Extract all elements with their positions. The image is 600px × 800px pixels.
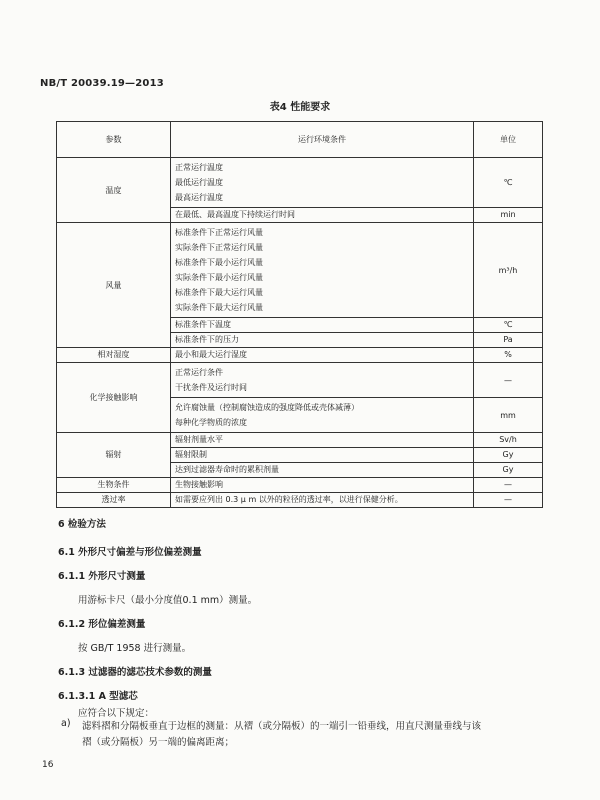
cond-text: 实际条件下最小运行风量	[175, 273, 263, 282]
param-biological: 生物条件	[57, 478, 171, 493]
cond-text: 干扰条件及运行时间	[175, 383, 247, 392]
section-heading-6-1-3: 6.1.3 过滤器的滤芯技术参数的测量	[58, 667, 212, 678]
cond-cell: 最小和最大运行湿度	[171, 348, 474, 363]
list-item-a-line2: 褶（或分隔板）另一端的偏离距离；	[82, 737, 235, 748]
unit-cell: Pa	[474, 333, 543, 348]
cond-text: 实际条件下最大运行风量	[175, 303, 263, 312]
section-heading-6-1-2: 6.1.2 形位偏差测量	[58, 619, 146, 630]
cond-text: 实际条件下正常运行风量	[175, 243, 263, 252]
unit-cell: ℃	[474, 318, 543, 333]
cond-cell: 如需要应列出 0.3 μ m 以外的粒径的透过率，以进行保健分析。	[171, 493, 474, 508]
param-airflow: 风量	[57, 223, 171, 348]
table-header-row	[57, 122, 543, 158]
unit-cell: Gy	[474, 448, 543, 463]
unit-cell: —	[474, 478, 543, 493]
cond-cell	[171, 363, 474, 398]
section-heading-6-1-1: 6.1.1 外形尺寸测量	[58, 571, 146, 582]
param-humidity: 相对湿度	[57, 348, 171, 363]
section-heading-6-1: 6.1 外形尺寸偏差与形位偏差测量	[58, 547, 202, 558]
document-id: NB/T 20039.19—2013	[40, 78, 164, 89]
cond-cell	[171, 223, 474, 318]
paragraph-6-1-1: 用游标卡尺（最小分度值0.1 mm）测量。	[78, 595, 258, 606]
cond-text: 标准条件下正常运行风量	[175, 228, 263, 237]
column-header-param: 参数	[57, 122, 171, 158]
cond-cell: 标准条件下温度	[171, 318, 474, 333]
unit-cell: ℃	[474, 158, 543, 208]
unit-cell: %	[474, 348, 543, 363]
cond-cell: 辐射剂量水平	[171, 433, 474, 448]
performance-table	[56, 121, 543, 508]
section-heading-6-1-3-1: 6.1.3.1 A 型滤芯	[58, 691, 138, 702]
unit-cell: —	[474, 363, 543, 398]
unit-cell: m³/h	[474, 223, 543, 318]
cond-cell: 在最低、最高温度下持续运行时间	[171, 208, 474, 223]
unit-cell: —	[474, 493, 543, 508]
table-row	[57, 363, 543, 398]
column-header-unit: 单位	[474, 122, 543, 158]
cond-text: 标准条件下最大运行风量	[175, 288, 263, 297]
cond-text: 标准条件下最小运行风量	[175, 258, 263, 267]
cond-cell	[171, 158, 474, 208]
cond-text: 正常运行温度	[175, 163, 223, 172]
cond-cell: 辐射限制	[171, 448, 474, 463]
paragraph-intro: 应符合以下规定：	[78, 708, 155, 719]
page-number: 16	[42, 760, 54, 770]
param-radiation: 辐射	[57, 433, 171, 478]
cond-text: 正常运行条件	[175, 368, 223, 377]
cond-text: 最低运行温度	[175, 178, 223, 187]
cond-cell: 生物接触影响	[171, 478, 474, 493]
section-heading-6: 6 检验方法	[58, 519, 106, 530]
cond-cell: 标准条件下的压力	[171, 333, 474, 348]
column-header-condition: 运行环境条件	[171, 122, 474, 158]
table-row	[57, 493, 543, 508]
cond-text: 允许腐蚀量（控制腐蚀造成的强度降低或壳体减薄）	[175, 403, 359, 412]
unit-cell: mm	[474, 398, 543, 433]
table-row	[57, 158, 543, 208]
unit-cell: min	[474, 208, 543, 223]
unit-cell: Sv/h	[474, 433, 543, 448]
param-chemical: 化学接触影响	[57, 363, 171, 433]
table-row	[57, 433, 543, 448]
cond-text: 最高运行温度	[175, 193, 223, 202]
table-row	[57, 223, 543, 318]
list-item-label: a)	[61, 718, 71, 729]
paragraph-6-1-2: 按 GB/T 1958 进行测量。	[78, 643, 192, 654]
unit-cell: Gy	[474, 463, 543, 478]
param-temperature: 温度	[57, 158, 171, 223]
cond-cell	[171, 398, 474, 433]
cond-cell: 达到过滤器寿命时的累积剂量	[171, 463, 474, 478]
table-row	[57, 348, 543, 363]
table-title: 表4 性能要求	[269, 102, 331, 113]
list-item-a-line1: 滤料褶和分隔板垂直于边框的测量：从褶（或分隔板）的一端引一铅垂线，用直尺测量垂线与该	[82, 721, 482, 732]
param-penetration: 透过率	[57, 493, 171, 508]
table-row	[57, 478, 543, 493]
cond-text: 每种化学物质的浓度	[175, 418, 247, 427]
